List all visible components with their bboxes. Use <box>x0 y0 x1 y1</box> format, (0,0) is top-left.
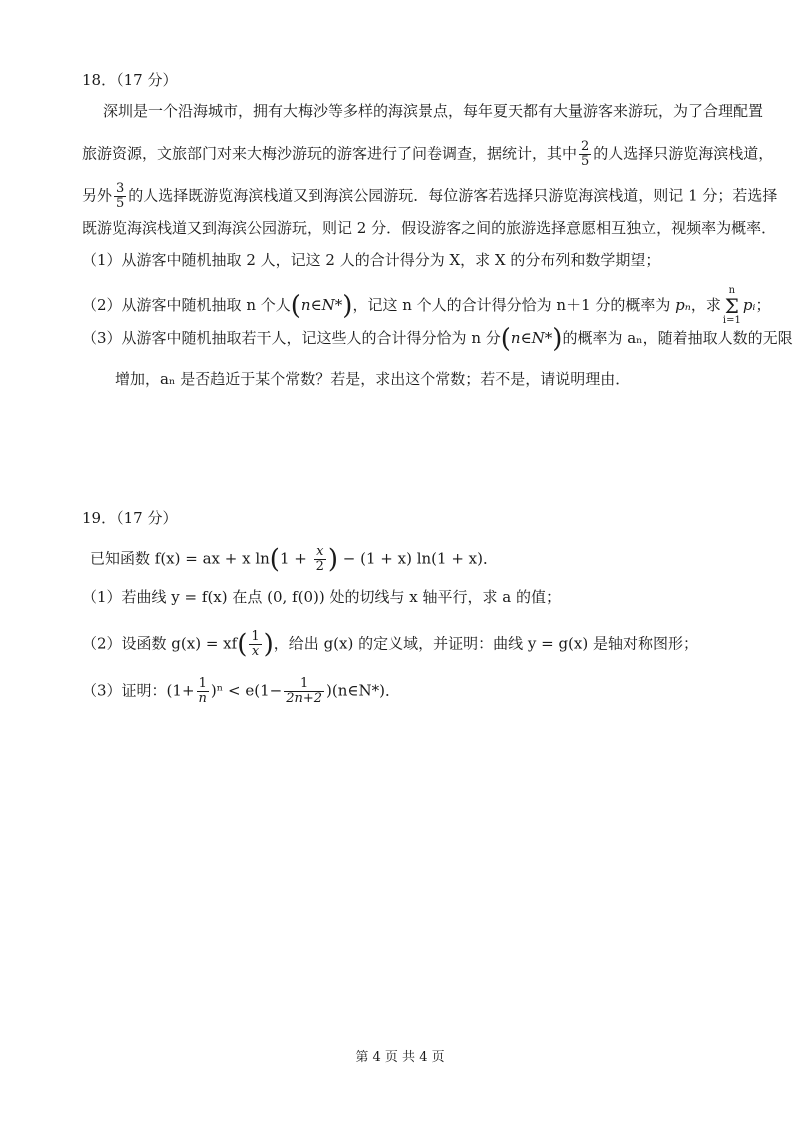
text: （3）证明：(1+ <box>82 681 195 700</box>
condition-n-in-N: n∈N* <box>300 296 343 314</box>
q18-header: 18．（17 分） <box>82 71 178 89</box>
q19-subquestion-1: （1）若曲线 y = f(x) 在点 (0, f(0)) 处的切线与 x 轴平行，求 a 的值； <box>82 588 561 606</box>
q19-subquestion-2: （2）设函数 g(x) = xf( $\frac{1}{x}$ )，给出 g(x) 的定义域，并证明：曲线 y = g(x) 是轴对称图形； <box>82 629 698 660</box>
p-n: pₙ <box>675 296 691 314</box>
summation: n Σ i=1 <box>722 285 741 326</box>
text: 的人选择既游览海滨栈道又到海滨公园游玩．每位游客若选择只游览海滨栈道，则记 1 分；若选择 <box>128 186 778 205</box>
fraction-1-over-2n-plus-2: $\frac{1}{2n+2}$ <box>286 676 322 706</box>
text: ，记这 n 个人的合计得分恰为 n＋1 分的概率为 <box>352 296 676 314</box>
q18-paragraph-line-1: 深圳是一个沿海城市，拥有大梅沙等多样的海滨景点，每年夏天都有大量游客来游玩，为了合理配置 <box>103 102 764 120</box>
fraction-two-fifths: $\frac{2}{5}$ <box>581 139 590 169</box>
page-footer: 第 4 页 共 4 页 <box>355 1050 445 1065</box>
fraction-1-over-x: $\frac{1}{x}$ <box>251 629 260 659</box>
q18-subquestion-3-continued: 增加，aₙ 是否趋近于某个常数？若是，求出这个常数；若不是，请说明理由． <box>115 370 631 388</box>
text: ，给出 g(x) 的定义域，并证明：曲线 y = g(x) 是轴对称图形； <box>273 634 698 653</box>
text: 旅游资源，文旅部门对来大梅沙游玩的游客进行了问卷调查，据统计，其中 <box>82 144 578 163</box>
text: 另外 <box>82 186 113 205</box>
text: )(n∈N*)． <box>326 681 400 700</box>
text: − (1 + x) ln(1 + x)． <box>338 549 498 568</box>
fraction-three-fifths: $\frac{3}{5}$ <box>116 181 125 211</box>
q19-header: 19．（17 分） <box>82 509 178 527</box>
q19-subquestion-3 <box>82 677 400 706</box>
text: （2）从游客中随机抽取 n 个人 <box>82 296 291 314</box>
text: ，求 <box>690 296 721 314</box>
text: 1 + <box>279 549 312 568</box>
text: （2）设函数 g(x) = xf <box>82 634 238 653</box>
fraction-x-over-2: $\frac{x}{2}$ <box>315 544 324 574</box>
q18-paragraph-line-2 <box>82 140 773 169</box>
q18-subquestion-3: （3）从游客中随机抽取若干人，记这些人的合计得分恰为 n 分(n∈N*)的概率为 aₙ，随着抽取人数的无限 <box>82 324 793 354</box>
fraction-1-over-n: $\frac{1}{n}$ <box>198 676 207 706</box>
condition-n-in-N: n∈N* <box>510 329 553 347</box>
q18-paragraph-line-3 <box>82 182 777 211</box>
text: ； <box>755 296 771 314</box>
q19-given-function: 已知函数 f(x) = ax + x ln(1 + $\frac{x}{2}$ ) − (1 + x) ln(1 + x)． <box>90 544 498 575</box>
q18-subquestion-2: （2）从游客中随机抽取 n 个人(n∈N*)，记这 n 个人的合计得分恰为 n＋1 分的概率为 pₙ，求n Σ i=1pᵢ； <box>82 285 771 326</box>
text: 已知函数 f(x) = ax + x ln <box>90 549 270 568</box>
text: )ⁿ < e(1− <box>210 681 283 700</box>
q18-subquestion-1: （1）从游客中随机抽取 2 人，记这 2 人的合计得分为 X，求 X 的分布列和数学期望； <box>82 251 661 269</box>
p-i: pᵢ <box>742 296 756 314</box>
text: （3）从游客中随机抽取若干人，记这些人的合计得分恰为 n 分 <box>82 329 501 347</box>
text: 的人选择只游览海滨栈道， <box>593 144 774 163</box>
text: 的概率为 aₙ，随着抽取人数的无限 <box>562 329 793 347</box>
q18-paragraph-line-4: 既游览海滨栈道又到海滨公园游玩，则记 2 分．假设游客之间的旅游选择意愿相互独立，视频率为概率． <box>82 219 777 237</box>
